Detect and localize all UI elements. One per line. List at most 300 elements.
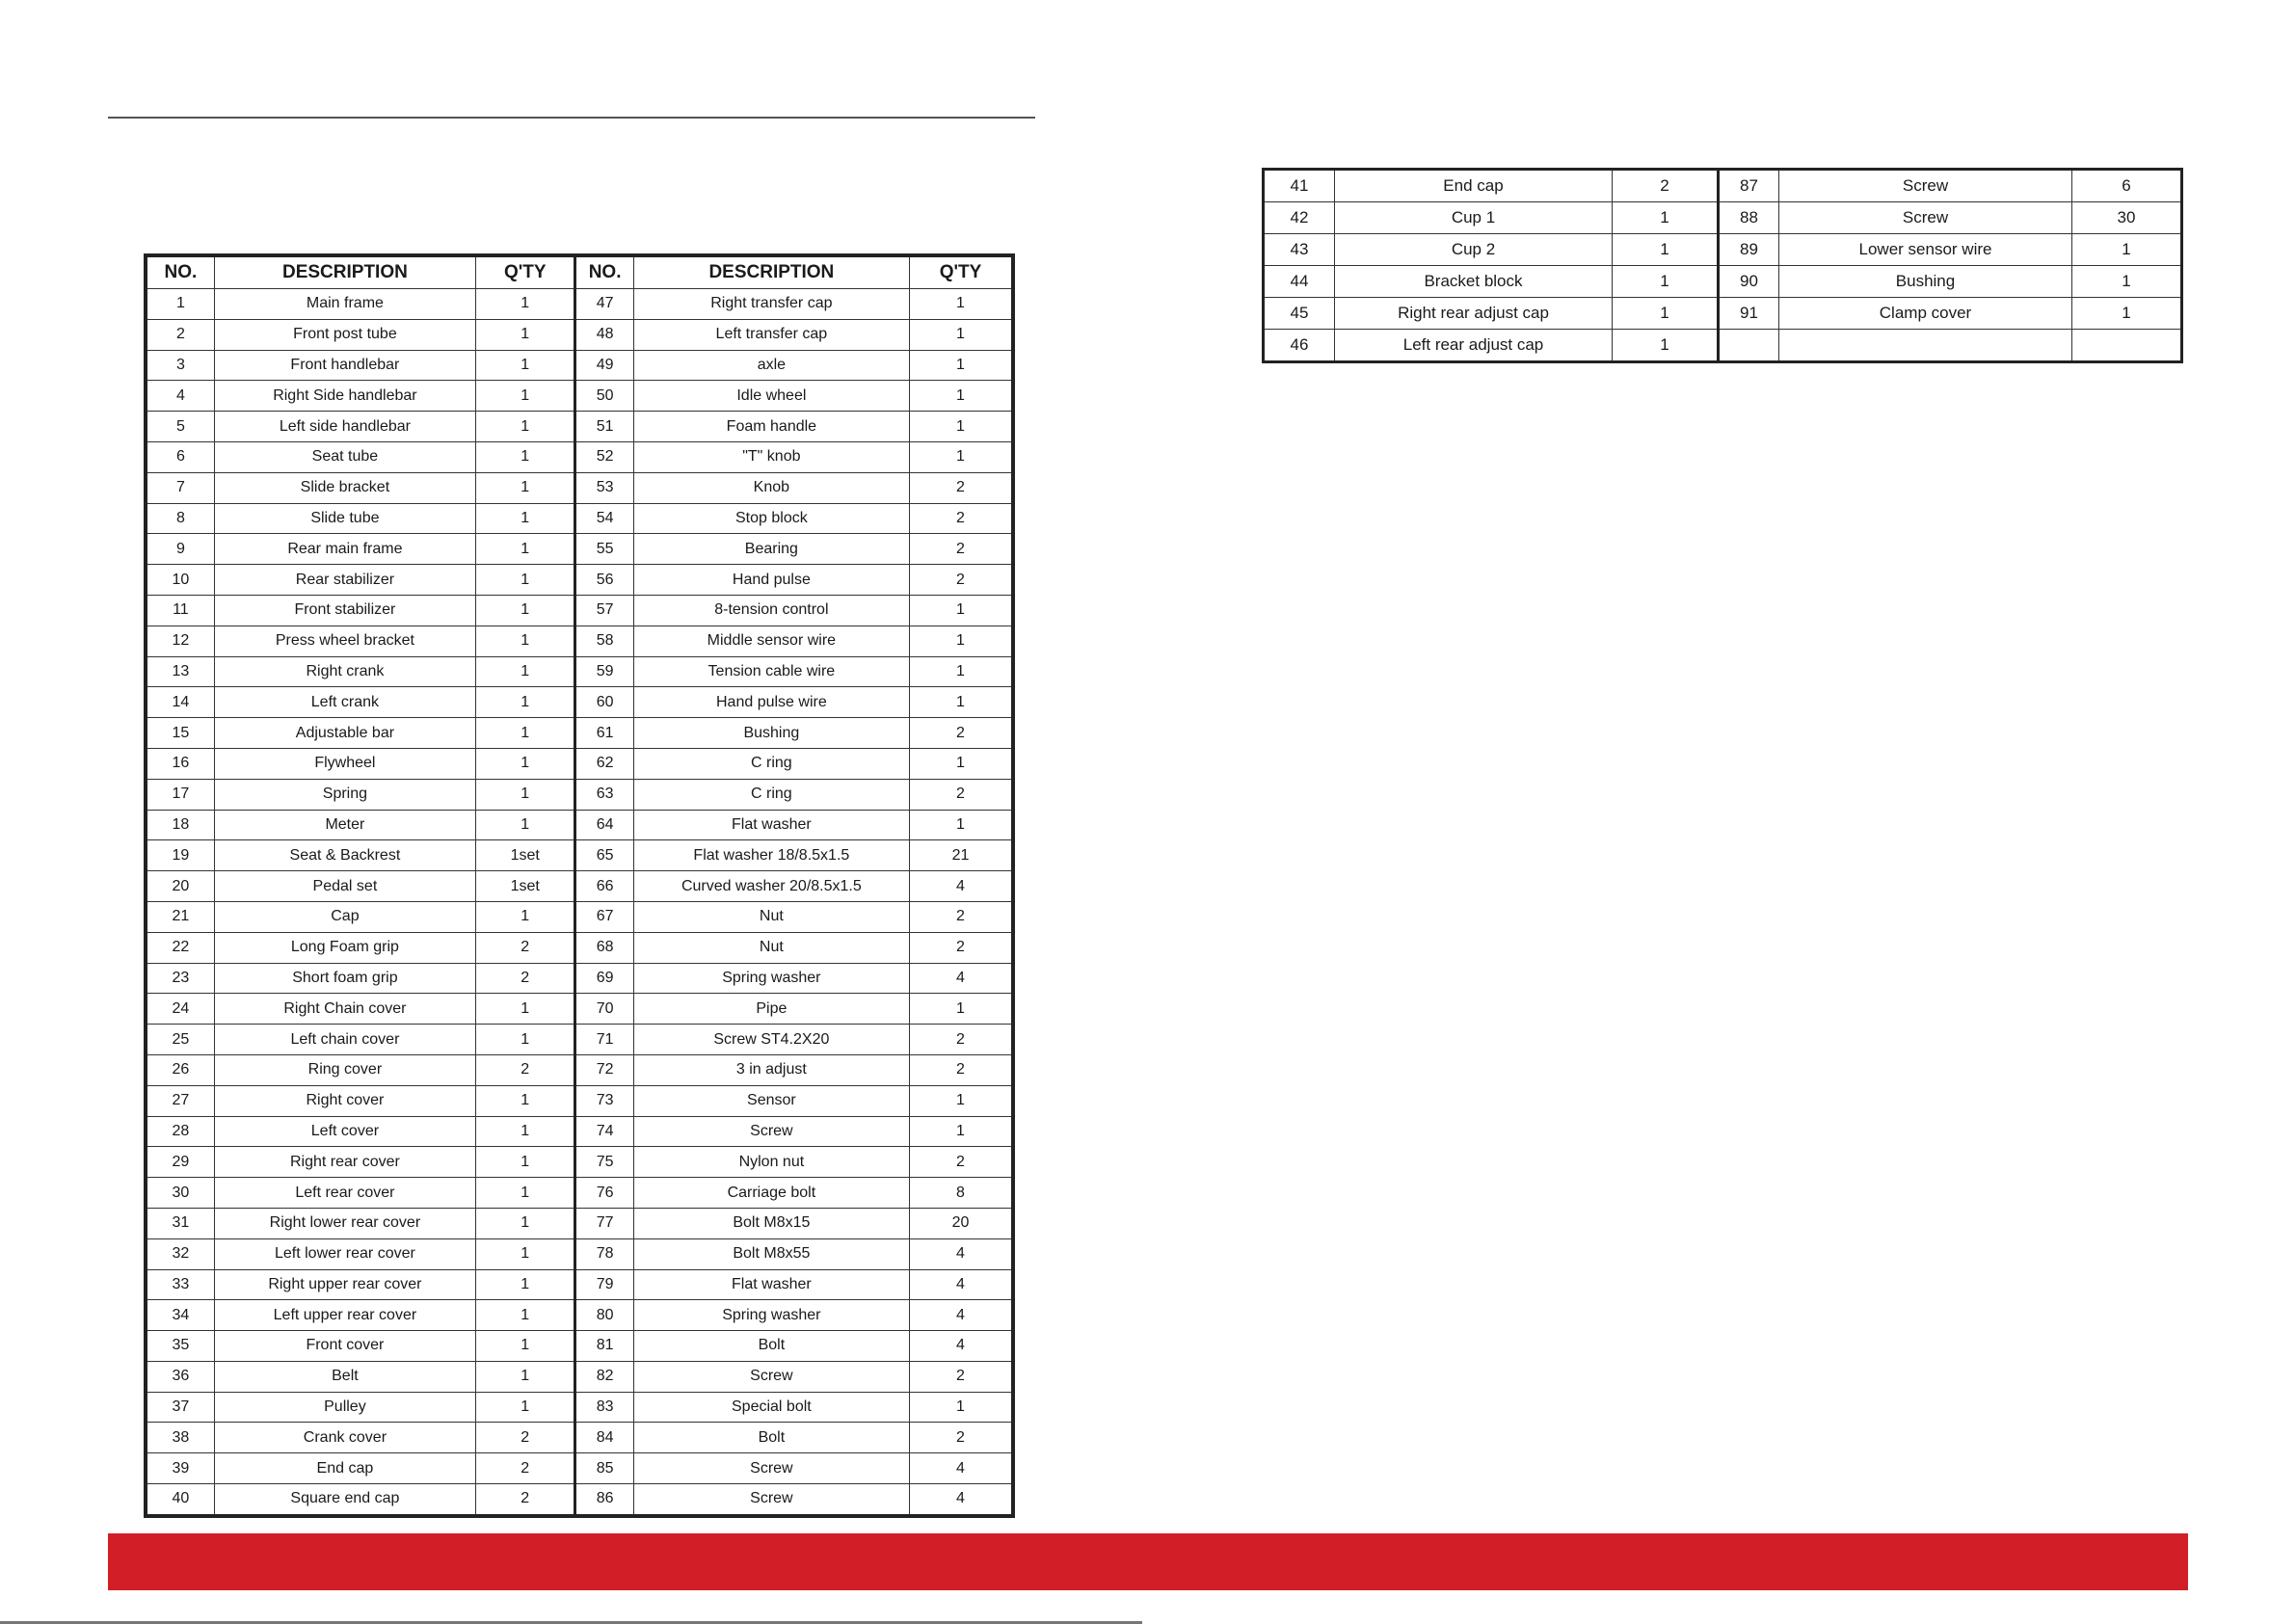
cell-qty: 1 (476, 534, 575, 565)
cell-qty: 1 (1613, 266, 1719, 298)
cell-qty: 1 (476, 718, 575, 749)
cell-no: 52 (575, 441, 633, 472)
table-row (1264, 202, 2182, 234)
cell-description: Stop block (633, 503, 909, 534)
cell-no: 32 (146, 1238, 214, 1269)
cell-description: Right cover (214, 1085, 475, 1116)
table-row (146, 412, 1013, 442)
cell-description: C ring (633, 748, 909, 779)
table-row (1264, 330, 2182, 362)
cell-no: 60 (575, 687, 633, 718)
cell-qty: 4 (910, 1300, 1014, 1331)
cell-no: 28 (146, 1116, 214, 1147)
cell-description: Flat washer (633, 810, 909, 840)
cell-description: Pedal set (214, 871, 475, 902)
cell-no: 88 (1719, 202, 1779, 234)
cell-qty: 1 (910, 350, 1014, 381)
cell-description: Right transfer cap (633, 289, 909, 320)
cell-no: 33 (146, 1269, 214, 1300)
cell-description: Right lower rear cover (214, 1208, 475, 1238)
cell-description: Short foam grip (214, 963, 475, 994)
top-divider-line (108, 117, 1035, 119)
table-row (146, 687, 1013, 718)
cell-no: 19 (146, 840, 214, 871)
cell-qty: 2 (910, 534, 1014, 565)
parts-list-table-right (1262, 168, 2183, 363)
cell-no: 45 (1264, 298, 1335, 330)
cell-qty: 1 (910, 748, 1014, 779)
cell-description: Bushing (1779, 266, 2072, 298)
cell-description: Front post tube (214, 319, 475, 350)
cell-qty: 1 (476, 1025, 575, 1055)
cell-no: 9 (146, 534, 214, 565)
cell-description: Slide bracket (214, 472, 475, 503)
table-row (146, 1269, 1013, 1300)
cell-description: Cup 1 (1335, 202, 1613, 234)
cell-description: Left cover (214, 1116, 475, 1147)
cell-qty: 1 (2072, 234, 2182, 266)
table-row (146, 1361, 1013, 1392)
cell-description: Screw ST4.2X20 (633, 1025, 909, 1055)
cell-description: Adjustable bar (214, 718, 475, 749)
cell-qty: 1 (910, 687, 1014, 718)
cell-no: 53 (575, 472, 633, 503)
cell-qty: 2 (910, 718, 1014, 749)
cell-no: 80 (575, 1300, 633, 1331)
cell-qty: 2 (476, 1484, 575, 1516)
cell-qty: 1 (476, 381, 575, 412)
cell-description: Left rear adjust cap (1335, 330, 1613, 362)
cell-qty: 1set (476, 840, 575, 871)
header-qty: Q'TY (910, 255, 1014, 289)
cell-no: 25 (146, 1025, 214, 1055)
cell-description: Knob (633, 472, 909, 503)
table-row (146, 1392, 1013, 1423)
cell-description: Right Chain cover (214, 994, 475, 1025)
cell-qty: 2 (910, 932, 1014, 963)
cell-description: Left upper rear cover (214, 1300, 475, 1331)
table-row (146, 441, 1013, 472)
cell-no: 5 (146, 412, 214, 442)
cell-qty: 4 (910, 1331, 1014, 1362)
cell-qty: 4 (910, 1484, 1014, 1516)
cell-no: 30 (146, 1178, 214, 1209)
cell-no: 20 (146, 871, 214, 902)
cell-description: Main frame (214, 289, 475, 320)
cell-no: 36 (146, 1361, 214, 1392)
cell-no: 1 (146, 289, 214, 320)
cell-qty: 1 (476, 350, 575, 381)
cell-description: Screw (633, 1361, 909, 1392)
table-row (146, 1054, 1013, 1085)
table-row (146, 289, 1013, 320)
cell-description: Screw (633, 1453, 909, 1484)
cell-description: Seat & Backrest (214, 840, 475, 871)
cell-qty: 2 (910, 1147, 1014, 1178)
cell-no: 90 (1719, 266, 1779, 298)
cell-description: Left rear cover (214, 1178, 475, 1209)
cell-qty: 2 (910, 779, 1014, 810)
cell-no: 61 (575, 718, 633, 749)
cell-no: 42 (1264, 202, 1335, 234)
table-row (146, 1453, 1013, 1484)
table-row (146, 1178, 1013, 1209)
cell-no: 63 (575, 779, 633, 810)
cell-description: Curved washer 20/8.5x1.5 (633, 871, 909, 902)
table-row (146, 595, 1013, 626)
header-no: NO. (146, 255, 214, 289)
cell-qty: 8 (910, 1178, 1014, 1209)
cell-qty: 30 (2072, 202, 2182, 234)
cell-description: Right upper rear cover (214, 1269, 475, 1300)
cell-qty: 21 (910, 840, 1014, 871)
cell-qty: 1 (476, 1116, 575, 1147)
table-row (146, 1116, 1013, 1147)
cell-qty: 2 (910, 1025, 1014, 1055)
table-row (1264, 234, 2182, 266)
cell-qty: 1 (476, 687, 575, 718)
cell-description (1779, 330, 2072, 362)
cell-description: Left crank (214, 687, 475, 718)
cell-no: 87 (1719, 170, 1779, 202)
cell-description: Bolt M8x15 (633, 1208, 909, 1238)
cell-no: 11 (146, 595, 214, 626)
cell-description: Front cover (214, 1331, 475, 1362)
cell-qty: 1 (476, 1208, 575, 1238)
cell-qty: 1 (476, 1331, 575, 1362)
footer-red-band (108, 1533, 2188, 1590)
cell-qty: 1 (476, 1300, 575, 1331)
cell-qty (2072, 330, 2182, 362)
cell-description: Hand pulse (633, 565, 909, 596)
cell-description: Right rear cover (214, 1147, 475, 1178)
cell-no: 91 (1719, 298, 1779, 330)
cell-no: 13 (146, 656, 214, 687)
cell-no: 51 (575, 412, 633, 442)
cell-description: 8-tension control (633, 595, 909, 626)
table-row (146, 963, 1013, 994)
cell-no: 78 (575, 1238, 633, 1269)
table-row (146, 1238, 1013, 1269)
cell-description: Carriage bolt (633, 1178, 909, 1209)
cell-description: Cap (214, 901, 475, 932)
cell-description: axle (633, 350, 909, 381)
table-row (146, 840, 1013, 871)
header-description: DESCRIPTION (214, 255, 475, 289)
cell-no: 76 (575, 1178, 633, 1209)
cell-qty: 1 (910, 1085, 1014, 1116)
cell-description: Clamp cover (1779, 298, 2072, 330)
cell-description: Bolt (633, 1423, 909, 1453)
cell-description: Front handlebar (214, 350, 475, 381)
cell-no: 79 (575, 1269, 633, 1300)
cell-description: Spring (214, 779, 475, 810)
cell-qty: 1 (2072, 266, 2182, 298)
header-qty: Q'TY (476, 255, 575, 289)
cell-no: 71 (575, 1025, 633, 1055)
cell-no: 27 (146, 1085, 214, 1116)
header-no: NO. (575, 255, 633, 289)
table-row (146, 472, 1013, 503)
table-row (1264, 266, 2182, 298)
cell-no: 38 (146, 1423, 214, 1453)
cell-no: 31 (146, 1208, 214, 1238)
cell-description: Nut (633, 932, 909, 963)
cell-description: Flat washer 18/8.5x1.5 (633, 840, 909, 871)
table-row (146, 1147, 1013, 1178)
cell-qty: 1 (476, 656, 575, 687)
table-header-row (146, 255, 1013, 289)
cell-description: "T" knob (633, 441, 909, 472)
cell-description: Pulley (214, 1392, 475, 1423)
cell-no: 83 (575, 1392, 633, 1423)
cell-description: Screw (633, 1116, 909, 1147)
cell-no: 86 (575, 1484, 633, 1516)
cell-qty: 2 (476, 932, 575, 963)
cell-no: 34 (146, 1300, 214, 1331)
cell-qty: 1 (910, 381, 1014, 412)
cell-no: 24 (146, 994, 214, 1025)
cell-no: 62 (575, 748, 633, 779)
cell-no: 17 (146, 779, 214, 810)
cell-qty: 1 (476, 472, 575, 503)
cell-description: Bearing (633, 534, 909, 565)
cell-no: 55 (575, 534, 633, 565)
cell-description: Slide tube (214, 503, 475, 534)
cell-description: Cup 2 (1335, 234, 1613, 266)
cell-qty: 1 (476, 901, 575, 932)
cell-description: Pipe (633, 994, 909, 1025)
cell-qty: 1 (476, 748, 575, 779)
table-row (146, 718, 1013, 749)
parts-list-table-left (144, 253, 1015, 1518)
cell-description: Left side handlebar (214, 412, 475, 442)
cell-description: Spring washer (633, 1300, 909, 1331)
cell-qty: 1 (476, 319, 575, 350)
table-row (146, 810, 1013, 840)
cell-qty: 1 (476, 441, 575, 472)
cell-qty: 2 (910, 1423, 1014, 1453)
cell-qty: 1 (910, 595, 1014, 626)
cell-qty: 1 (476, 1147, 575, 1178)
cell-qty: 1 (910, 1116, 1014, 1147)
cell-description: Rear stabilizer (214, 565, 475, 596)
cell-qty: 2 (1613, 170, 1719, 202)
cell-qty: 1 (1613, 202, 1719, 234)
cell-qty: 1 (476, 1269, 575, 1300)
cell-no: 50 (575, 381, 633, 412)
cell-description: End cap (1335, 170, 1613, 202)
cell-qty: 2 (910, 565, 1014, 596)
cell-qty: 2 (910, 472, 1014, 503)
table-row (1264, 298, 2182, 330)
cell-qty: 2 (910, 503, 1014, 534)
cell-no: 6 (146, 441, 214, 472)
cell-no: 56 (575, 565, 633, 596)
cell-qty: 4 (910, 871, 1014, 902)
cell-no: 4 (146, 381, 214, 412)
cell-no: 26 (146, 1054, 214, 1085)
table-row (146, 994, 1013, 1025)
cell-no: 70 (575, 994, 633, 1025)
cell-qty: 1 (910, 412, 1014, 442)
cell-description: Hand pulse wire (633, 687, 909, 718)
cell-no: 68 (575, 932, 633, 963)
cell-description: Special bolt (633, 1392, 909, 1423)
cell-qty: 1 (476, 503, 575, 534)
header-description: DESCRIPTION (633, 255, 909, 289)
cell-no: 75 (575, 1147, 633, 1178)
cell-qty: 4 (910, 1238, 1014, 1269)
cell-no: 46 (1264, 330, 1335, 362)
cell-no: 67 (575, 901, 633, 932)
cell-no: 23 (146, 963, 214, 994)
cell-description: Seat tube (214, 441, 475, 472)
cell-no (1719, 330, 1779, 362)
cell-no: 81 (575, 1331, 633, 1362)
cell-qty: 1 (476, 1178, 575, 1209)
cell-qty: 1 (910, 441, 1014, 472)
cell-description: Nylon nut (633, 1147, 909, 1178)
cell-no: 59 (575, 656, 633, 687)
cell-qty: 2 (910, 1054, 1014, 1085)
cell-no: 66 (575, 871, 633, 902)
table-row (146, 901, 1013, 932)
cell-description: Front stabilizer (214, 595, 475, 626)
cell-qty: 2 (476, 1054, 575, 1085)
cell-description: Screw (1779, 170, 2072, 202)
cell-qty: 1 (476, 994, 575, 1025)
cell-no: 54 (575, 503, 633, 534)
table-row (146, 503, 1013, 534)
cell-no: 57 (575, 595, 633, 626)
cell-description: Bushing (633, 718, 909, 749)
cell-qty: 2 (910, 1361, 1014, 1392)
cell-no: 18 (146, 810, 214, 840)
cell-qty: 1 (2072, 298, 2182, 330)
table-row (146, 1331, 1013, 1362)
cell-no: 16 (146, 748, 214, 779)
cell-qty: 6 (2072, 170, 2182, 202)
cell-qty: 2 (476, 1423, 575, 1453)
cell-no: 72 (575, 1054, 633, 1085)
cell-no: 12 (146, 626, 214, 656)
cell-qty: 2 (476, 963, 575, 994)
cell-qty: 1 (476, 565, 575, 596)
cell-no: 2 (146, 319, 214, 350)
cell-qty: 4 (910, 1269, 1014, 1300)
cell-no: 8 (146, 503, 214, 534)
table-row (146, 626, 1013, 656)
table-row (1264, 170, 2182, 202)
cell-qty: 1 (476, 1238, 575, 1269)
cell-description: Flat washer (633, 1269, 909, 1300)
cell-no: 15 (146, 718, 214, 749)
cell-qty: 20 (910, 1208, 1014, 1238)
cell-no: 74 (575, 1116, 633, 1147)
cell-no: 47 (575, 289, 633, 320)
cell-description: Bracket block (1335, 266, 1613, 298)
cell-description: Left chain cover (214, 1025, 475, 1055)
cell-description: Nut (633, 901, 909, 932)
table-row (146, 779, 1013, 810)
cell-no: 58 (575, 626, 633, 656)
cell-qty: 2 (910, 901, 1014, 932)
table-row (146, 350, 1013, 381)
cell-description: Left lower rear cover (214, 1238, 475, 1269)
cell-qty: 1 (910, 1392, 1014, 1423)
cell-qty: 1 (1613, 298, 1719, 330)
cell-no: 41 (1264, 170, 1335, 202)
cell-description: Screw (1779, 202, 2072, 234)
table-row (146, 1085, 1013, 1116)
cell-description: Lower sensor wire (1779, 234, 2072, 266)
cell-no: 7 (146, 472, 214, 503)
cell-description: Right Side handlebar (214, 381, 475, 412)
cell-qty: 1 (910, 656, 1014, 687)
cell-no: 40 (146, 1484, 214, 1516)
cell-description: Sensor (633, 1085, 909, 1116)
cell-description: Rear main frame (214, 534, 475, 565)
cell-qty: 1 (1613, 330, 1719, 362)
cell-description: Tension cable wire (633, 656, 909, 687)
cell-no: 73 (575, 1085, 633, 1116)
cell-qty: 4 (910, 963, 1014, 994)
cell-no: 44 (1264, 266, 1335, 298)
cell-qty: 1 (476, 626, 575, 656)
cell-no: 77 (575, 1208, 633, 1238)
cell-description: Square end cap (214, 1484, 475, 1516)
table-row (146, 319, 1013, 350)
cell-qty: 1 (476, 595, 575, 626)
cell-no: 35 (146, 1331, 214, 1362)
cell-qty: 1 (910, 626, 1014, 656)
cell-description: Middle sensor wire (633, 626, 909, 656)
cell-description: Right rear adjust cap (1335, 298, 1613, 330)
cell-qty: 1 (1613, 234, 1719, 266)
cell-qty: 1 (910, 810, 1014, 840)
table-row (146, 381, 1013, 412)
cell-description: Screw (633, 1484, 909, 1516)
cell-qty: 1 (476, 779, 575, 810)
cell-no: 39 (146, 1453, 214, 1484)
table-row (146, 565, 1013, 596)
cell-no: 37 (146, 1392, 214, 1423)
cell-description: Meter (214, 810, 475, 840)
cell-qty: 1 (476, 1392, 575, 1423)
cell-qty: 1 (910, 289, 1014, 320)
cell-no: 22 (146, 932, 214, 963)
cell-qty: 4 (910, 1453, 1014, 1484)
table-row (146, 1208, 1013, 1238)
cell-qty: 1 (476, 412, 575, 442)
cell-no: 89 (1719, 234, 1779, 266)
cell-description: Ring cover (214, 1054, 475, 1085)
cell-description: Right crank (214, 656, 475, 687)
table-row (146, 871, 1013, 902)
cell-no: 48 (575, 319, 633, 350)
cell-no: 82 (575, 1361, 633, 1392)
cell-no: 49 (575, 350, 633, 381)
cell-no: 84 (575, 1423, 633, 1453)
cell-qty: 1 (910, 319, 1014, 350)
cell-no: 64 (575, 810, 633, 840)
table-row (146, 534, 1013, 565)
cell-no: 85 (575, 1453, 633, 1484)
cell-no: 10 (146, 565, 214, 596)
cell-no: 69 (575, 963, 633, 994)
cell-qty: 1 (910, 994, 1014, 1025)
